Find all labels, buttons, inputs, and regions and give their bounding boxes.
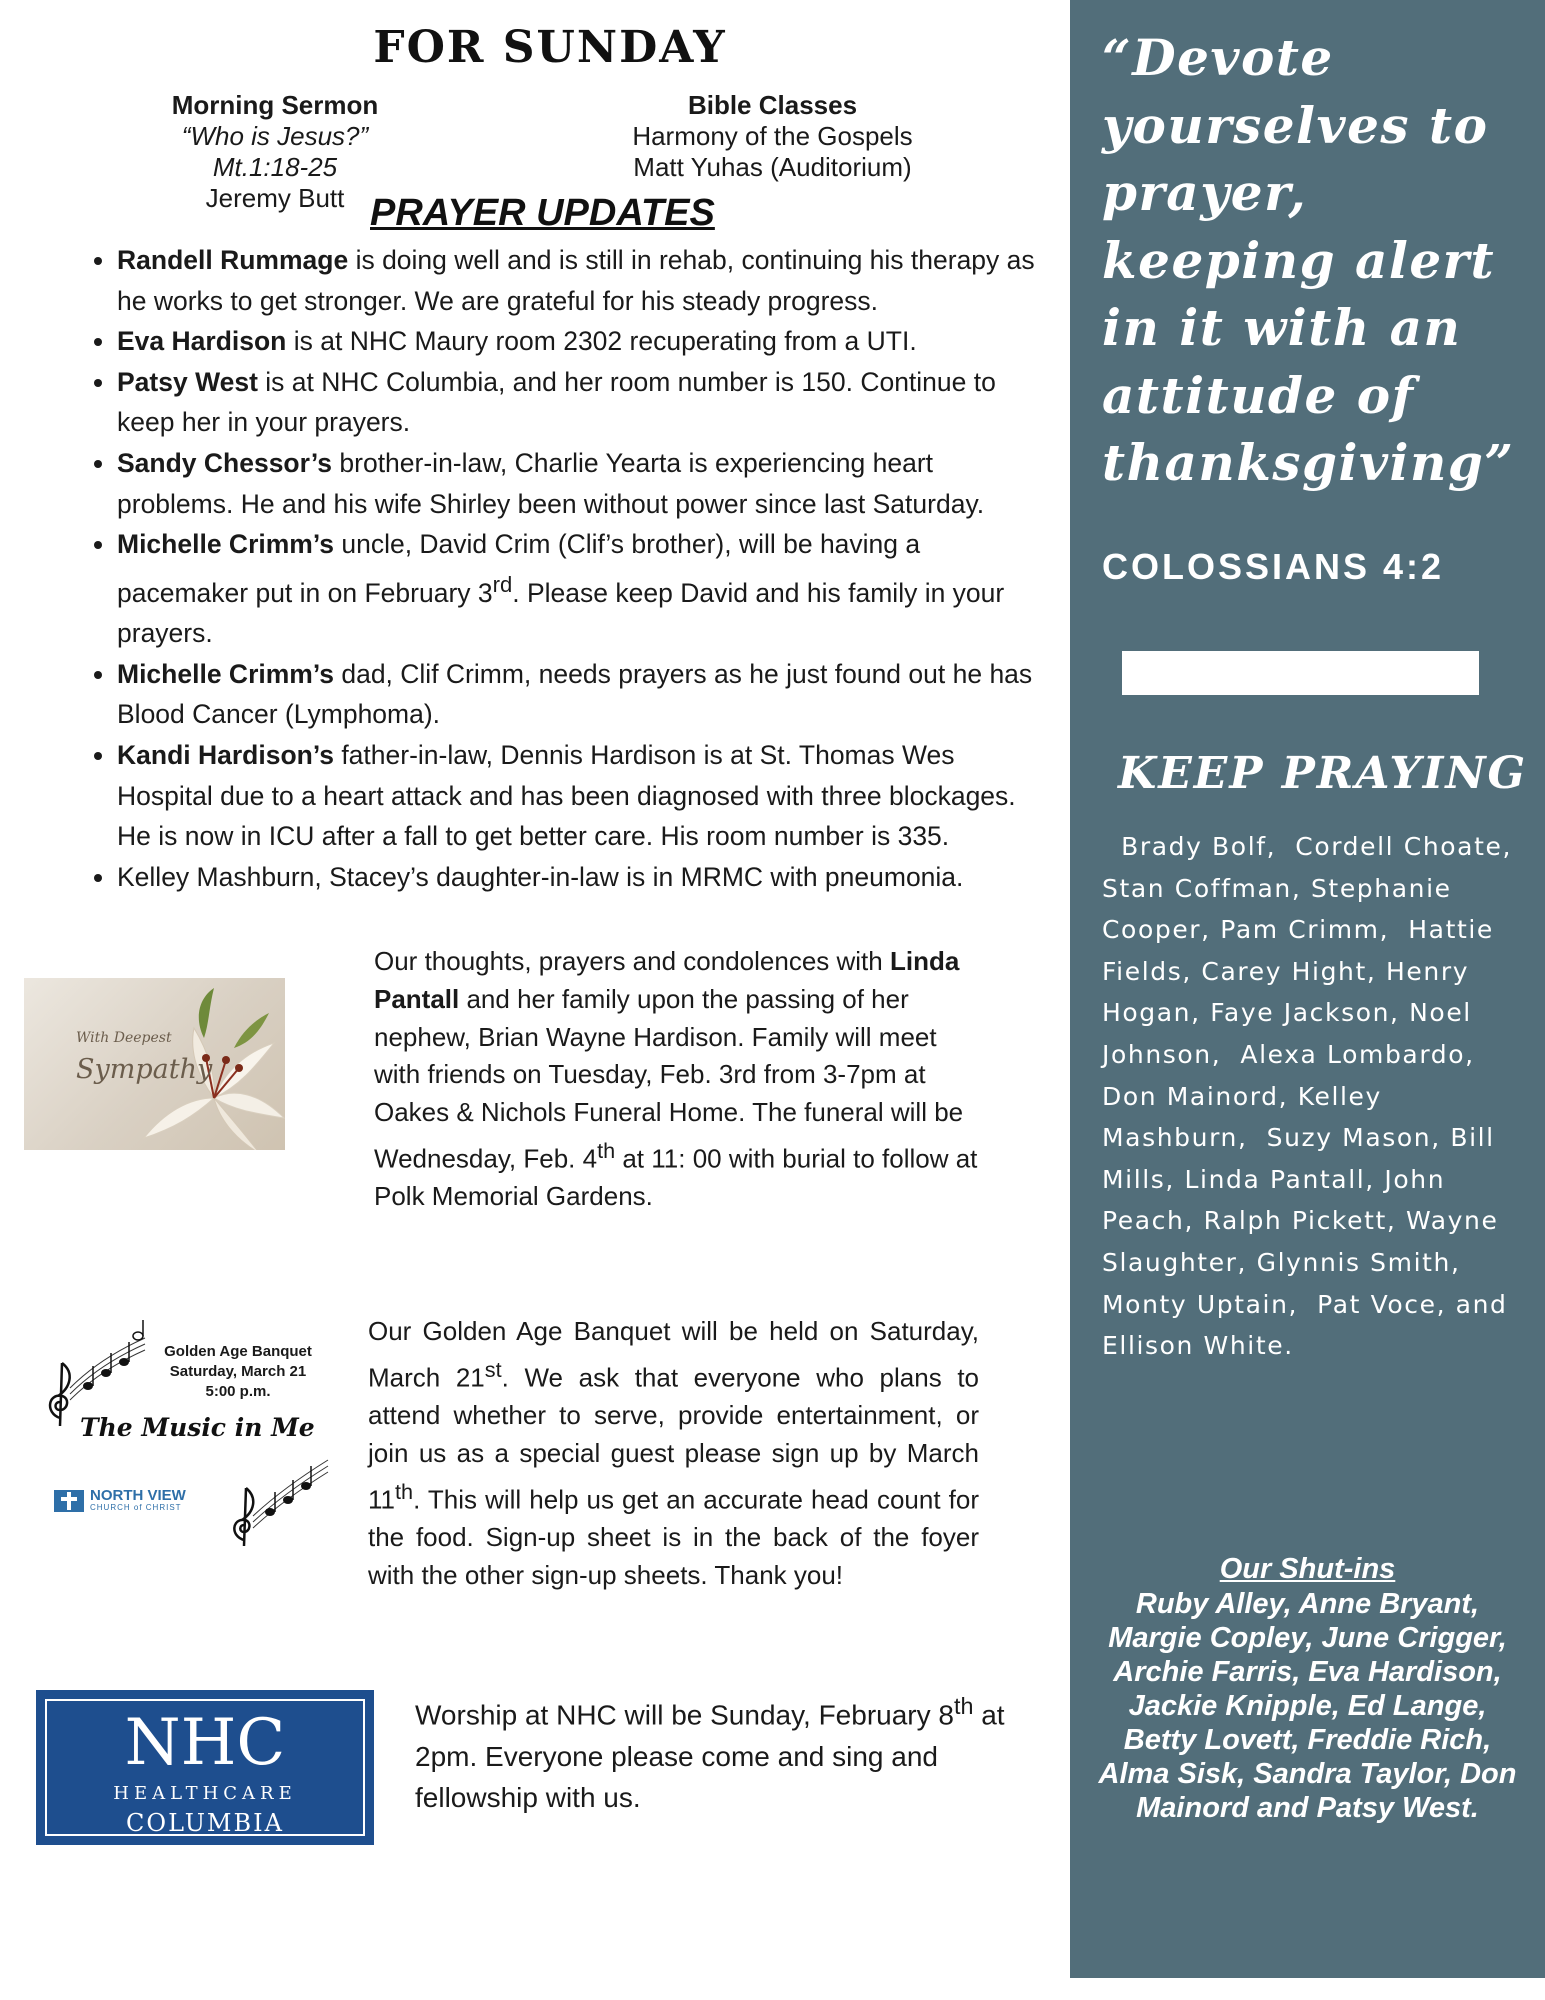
banquet-text: Our Golden Age Banquet will be held on Saturday, March 21 xyxy=(368,1316,979,1393)
morning-sermon-heading: Morning Sermon xyxy=(171,90,379,120)
prayer-text: is at NHC Columbia, and her room number is 150. Continue to keep her in your prayers. xyxy=(117,366,996,438)
banquet-text: . We ask that everyone who plans to attend whether to serve, provide entertainment, or join us as a special guest please sign up by March 11 xyxy=(368,1362,980,1515)
bible-classes-block xyxy=(600,90,945,183)
prayer-text: dad, Clif Crimm, needs prayers as he just found out he has Blood Cancer (Lymphoma). xyxy=(117,658,1033,730)
sympathy-card-image xyxy=(24,978,285,1150)
prayer-text: is doing well and is still in rehab, continuing his therapy as he works to get stronger. We are grateful for his steady progress. xyxy=(117,245,1035,316)
sympathy-card-big-text: Sympathy xyxy=(76,1054,213,1085)
banquet-paragraph xyxy=(368,1313,979,1595)
shutins-list: Ruby Alley, Anne Bryant, Margie Copley, June Crigger, Archie Farris, Eva Hardison, Jackie Knipple, Ed Lange, Betty Lovett, Freddie Rich, Alma Sisk, Sandra Taylor, Don Mainord and Patsy West. xyxy=(1098,1588,1517,1824)
sympathy-text: Our thoughts, prayers and condolences with xyxy=(374,946,890,976)
prayer-updates-list xyxy=(82,240,1052,897)
prayer-item xyxy=(117,321,1052,362)
sympathy-name: Linda Pantall xyxy=(374,946,960,1014)
prayer-item xyxy=(117,654,1052,735)
sermon-speaker: Jeremy Butt xyxy=(205,183,345,213)
prayer-item xyxy=(117,240,1052,321)
prayer-item xyxy=(117,362,1052,443)
divider-bar xyxy=(1122,651,1479,695)
sympathy-text: and her family upon the passing of her nephew, Brian Wayne Hardison. Family will meet with friends on Tuesday, Feb. 3rd from 3-7pm at Oakes & Nichols Funeral Home. The funeral will be Wednesday, Feb. 4 xyxy=(374,983,964,1174)
prayer-text: . Please keep David and his family in your prayers. xyxy=(117,577,1005,649)
logo-church-sub: CHURCH of CHRIST xyxy=(90,1503,182,1512)
page-title: FOR SUNDAY xyxy=(373,22,727,73)
banquet-sup: st xyxy=(484,1356,502,1382)
church-cross-icon xyxy=(54,1486,84,1512)
prayer-item xyxy=(117,735,1052,857)
nhc-text: Worship at NHC will be Sunday, February 8 xyxy=(415,1699,954,1731)
prayer-text: Kelley Mashburn, Stacey’s daughter-in-law is in MRMC with pneumonia. xyxy=(117,861,964,892)
scripture-reference: COLOSSIANS 4:2 xyxy=(1102,546,1445,587)
banquet-text: . This will help us get an accurate head count for the food. Sign-up sheet is in the back of the foyer with the other sign-up sheets. Thank you! xyxy=(368,1484,979,1591)
shutins-heading: Our Shut-ins xyxy=(1219,1553,1396,1585)
prayer-name: Patsy West xyxy=(117,366,258,397)
prayer-text: father-in-law, Dennis Hardison is at St. Thomas Wes Hospital due to a heart attack and has been diagnosed with three blockages. He is now in ICU after a fall to get better care. His room number is 335. xyxy=(117,739,1016,852)
prayer-name: Michelle Crimm’s xyxy=(117,658,334,689)
prayer-text: brother-in-law, Charlie Yearta is experiencing heart problems. He and his wife Shirley been without power since last Saturday. xyxy=(117,447,985,519)
banquet-sup: th xyxy=(395,1478,414,1504)
sympathy-sup: th xyxy=(597,1137,616,1163)
flyer-title: The Music in Me xyxy=(80,1413,315,1442)
logo-church-name: NORTH VIEW xyxy=(90,1487,186,1504)
nhc-worship-paragraph xyxy=(415,1686,1015,1819)
prayer-name: Eva Hardison xyxy=(117,326,287,357)
music-notes-icon xyxy=(228,1448,338,1548)
nhc-healthcare-logo xyxy=(36,1690,374,1845)
sympathy-text: at 11: 00 with burial to follow at Polk Memorial Gardens. xyxy=(374,1143,978,1212)
prayer-updates-heading: PRAYER UPDATES xyxy=(370,192,715,234)
nhc-sup: th xyxy=(953,1693,974,1719)
flyer-line: 5:00 p.m. xyxy=(205,1383,271,1400)
prayer-text: uncle, David Crim (Clif’s brother), will be having a pacemaker put in on February 3 xyxy=(117,529,921,608)
flyer-line: Saturday, March 21 xyxy=(169,1363,307,1380)
nhc-text: at 2pm. Everyone please come and sing and fellowship with us. xyxy=(415,1699,1005,1814)
nhc-logo-city: COLUMBIA xyxy=(126,1809,284,1837)
sympathy-paragraph xyxy=(374,943,984,1216)
nhc-logo-text: NHC xyxy=(124,1706,286,1780)
music-notes-icon xyxy=(40,1318,150,1428)
prayer-name: Michelle Crimm’s xyxy=(117,529,334,560)
prayer-item xyxy=(117,443,1052,524)
flyer-line: Golden Age Banquet xyxy=(164,1343,312,1360)
bible-class-teacher: Matt Yuhas (Auditorium) xyxy=(633,152,912,182)
keep-praying-heading: KEEP PRAYING xyxy=(1118,748,1528,799)
prayer-sup: rd xyxy=(492,571,513,597)
prayer-text: is at NHC Maury room 2302 recuperating from a UTI. xyxy=(286,326,917,357)
sympathy-card-small-text: With Deepest xyxy=(76,1030,172,1046)
sermon-topic: “Who is Jesus?” xyxy=(181,121,369,151)
keep-praying-list: Brady Bolf, Cordell Choate, Stan Coffman, Stephanie Cooper, Pam Crimm, Hattie Fields, Carey Hight, Henry Hogan, Faye Jackson, Noel Johnson, Alexa Lombardo, Don Mainord, Kelley Mashburn, Suzy Mason, Bill Mills, Linda Pantall, John Peach, Ralph Pickett, Wayne Slaughter, Glynnis Smith, Monty Uptain, Pat Voce, and Ellison White. xyxy=(1102,832,1522,1361)
prayer-name: Randell Rummage xyxy=(117,245,349,275)
prayer-item xyxy=(117,524,1052,654)
prayer-item xyxy=(117,857,1052,898)
prayer-name: Kandi Hardison’s xyxy=(117,739,334,770)
nhc-logo-healthcare: HEALTHCARE xyxy=(113,1783,297,1804)
flyer-event-info xyxy=(163,1342,313,1402)
bible-class-topic: Harmony of the Gospels xyxy=(632,121,913,151)
bible-classes-heading: Bible Classes xyxy=(687,90,858,120)
scripture-quote: “Devote yourselves to prayer, keeping alert in it with an attitude of thanksgiving” xyxy=(1102,28,1515,492)
prayer-name: Sandy Chessor’s xyxy=(117,447,333,478)
sermon-scripture: Mt.1:18-25 xyxy=(212,152,338,182)
